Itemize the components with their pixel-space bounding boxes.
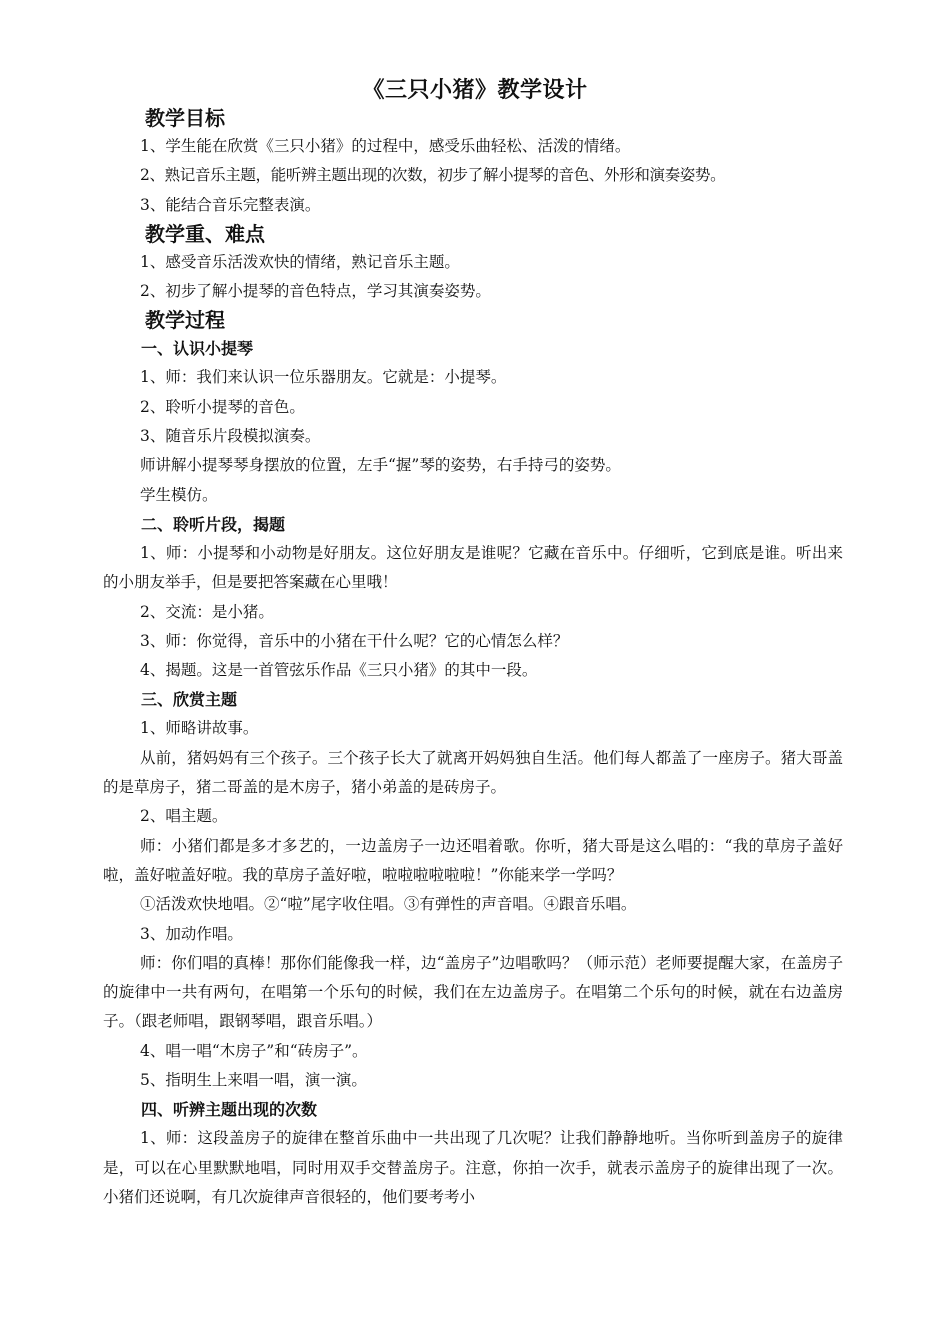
paragraph: 师讲解小提琴琴身摆放的位置，左手“握”琴的姿势，右手持弓的姿势。 [140,456,621,475]
paragraph: 3、随音乐片段模拟演奏。 [140,427,321,446]
section-heading-process: 教学过程 [145,308,225,333]
paragraph: 2、初步了解小提琴的音色特点，学习其演奏姿势。 [140,282,491,301]
paragraph: 3、师：你觉得，音乐中的小猪在干什么呢？它的心情怎么样？ [140,631,569,650]
paragraph: 3、加动作唱。 [140,924,243,943]
section-heading-key-points: 教学重、难点 [145,221,265,246]
paragraph: 1、师：这段盖房子的旋律在整首乐曲中一共出现了几次呢？让我们静静地听。当你听到盖房子的旋律是，可以在心里默默地唱，同时用双手交替盖房子。注意，你拍一次手，就表示盖房子的旋律出现了一次。小猪们还说啊，有几次旋律声音很轻的，他们要考考小 [103,1129,843,1206]
paragraph: 师：你们唱的真棒！那你们能像我一样，边“盖房子”边唱歌吗？（师示范）老师要提醒大家，在盖房子的旋律中一共有两句，在唱第一个乐句的时候，我们在左边盖房子。在唱第二个乐句的时候，就在右边盖房子。（跟老师唱，跟钢琴唱，跟音乐唱。） [103,953,843,1031]
paragraph: 师：小猪们都是多才多艺的，一边盖房子一边还唱着歌。你听，猪大哥是这么唱的：“我的草房子盖好啦，盖好啦盖好啦。我的草房子盖好啦，啦啦啦啦啦啦！”你能来学一学吗？ [103,836,843,884]
paragraph: 2、熟记音乐主题，能听辨主题出现的次数，初步了解小提琴的音色、外形和演奏姿势。 [140,166,726,185]
paragraph: 2、聆听小提琴的音色。 [140,397,305,416]
document-title: 《三只小猪》教学设计 [362,78,588,103]
paragraph: ①活泼欢快地唱。②“啦”尾字收住唱。③有弹性的声音唱。④跟音乐唱。 [140,895,637,914]
paragraph: 1、师：我们来认识一位乐器朋友。它就是：小提琴。 [140,368,507,387]
document-body [103,104,843,1212]
paragraph: 5、指明生上来唱一唱，演一演。 [140,1071,367,1090]
paragraph: 学生模仿。 [140,485,218,504]
subsection-heading-violin: 一、认识小提琴 [141,339,254,359]
paragraph: 1、师略讲故事。 [140,719,259,738]
paragraph: 2、交流：是小猪。 [140,602,274,621]
subsection-heading-count: 四、听辨主题出现的次数 [141,1100,318,1120]
paragraph: 4、唱一唱“木房子”和“砖房子”。 [140,1041,368,1060]
subsection-heading-listen: 二、聆听片段，揭题 [141,514,286,534]
subsection-heading-theme: 三、欣赏主题 [141,690,238,710]
paragraph: 2、唱主题。 [140,807,228,826]
section-heading-objectives: 教学目标 [145,106,225,130]
paragraph: 3、能结合音乐完整表演。 [140,195,321,214]
paragraph: 1、感受音乐活泼欢快的情绪，熟记音乐主题。 [140,252,460,271]
paragraph: 1、师：小提琴和小动物是好朋友。这位好朋友是谁呢？它藏在音乐中。仔细听，它到底是谁。听出来的小朋友举手，但是要把答案藏在心里哦！ [103,543,843,592]
paragraph: 从前，猪妈妈有三个孩子。三个孩子长大了就离开妈妈独自生活。他们每人都盖了一座房子。猪大哥盖的是草房子，猪二哥盖的是木房子，猪小弟盖的是砖房子。 [103,748,843,797]
paragraph: 4、揭题。这是一首管弦乐作品《三只小猪》的其中一段。 [140,661,538,680]
paragraph: 1、学生能在欣赏《三只小猪》的过程中，感受乐曲轻松、活泼的情绪。 [140,137,631,155]
